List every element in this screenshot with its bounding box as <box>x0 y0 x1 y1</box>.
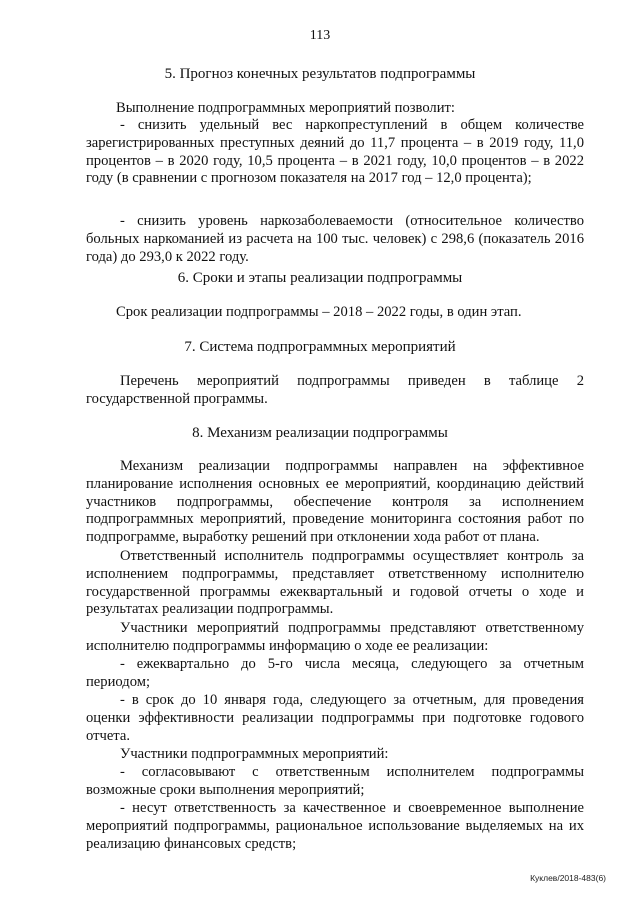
paragraph: - снизить удельный вес наркопреступлений в общем количестве зарегистрированных преступных деяний до 11,7 процента – в 2019 году, 11,0 процентов – в 2020 году, 10,5 процента – в 2021 году, 10,0 процентов – в 2022 году (в сравнении с прогнозом показателя на 2017 год – 12,0 процента); <box>86 117 584 187</box>
page-number: 113 <box>309 28 331 43</box>
paragraph: - ежеквартально до 5-го числа месяца, следующего за отчетным периодом; <box>86 656 584 690</box>
paragraph: Участники подпрограммных мероприятий: <box>120 746 389 762</box>
paragraph: Перечень мероприятий подпрограммы приведен в таблице 2 государственной программы. <box>86 373 584 407</box>
paragraph: - снизить уровень наркозаболеваемости (относительное количество больных наркоманией из расчета на 100 тыс. человек) с 298,6 (показатель 2016 года) до 293,0 к 2022 году. <box>86 213 584 265</box>
paragraph: - в срок до 10 января года, следующего за отчетным, для проведения оценки эффективности реализации подпрограммы при подготовке годового отчета. <box>86 692 584 744</box>
paragraph: - несут ответственность за качественное и своевременное выполнение мероприятий подпрограммы, рациональное использование выделяемых на их реализацию финансовых средств; <box>86 800 584 852</box>
paragraph: Участники мероприятий подпрограммы представляют ответственному исполнителю подпрограммы информацию о ходе ее реализации: <box>86 620 584 654</box>
paragraph: - согласовывают с ответственным исполнителем подпрограммы возможные сроки выполнения мероприятий; <box>86 764 584 798</box>
paragraph: Выполнение подпрограммных мероприятий позволит: <box>116 100 455 116</box>
paragraph: Срок реализации подпрограммы – 2018 – 2022 годы, в один этап. <box>116 304 522 320</box>
section-heading-8: 8. Механизм реализации подпрограммы <box>192 425 448 441</box>
section-heading-7: 7. Система подпрограммных мероприятий <box>184 339 456 355</box>
section-heading-5: 5. Прогноз конечных результатов подпрограммы <box>164 66 476 82</box>
paragraph: Механизм реализации подпрограммы направлен на эффективное планирование исполнения основных ее мероприятий, координацию действий участников подпрограммы, обеспечение контроля за исполнением подпрограммных мероприятий, проведение мониторинга состояния работ по подпрограмме, выработку решений при отклонении хода работ от плана. <box>86 458 584 546</box>
document-code-footer: Куклев/2018-483(6) <box>530 873 606 883</box>
section-heading-6: 6. Сроки и этапы реализации подпрограммы <box>177 270 463 286</box>
paragraph: Ответственный исполнитель подпрограммы осуществляет контроль за исполнением подпрограммы, представляет ответственному исполнителю государственной программы ежеквартальный и годовой отчеты о ходе и результатах реализации подпрограммы. <box>86 548 584 618</box>
